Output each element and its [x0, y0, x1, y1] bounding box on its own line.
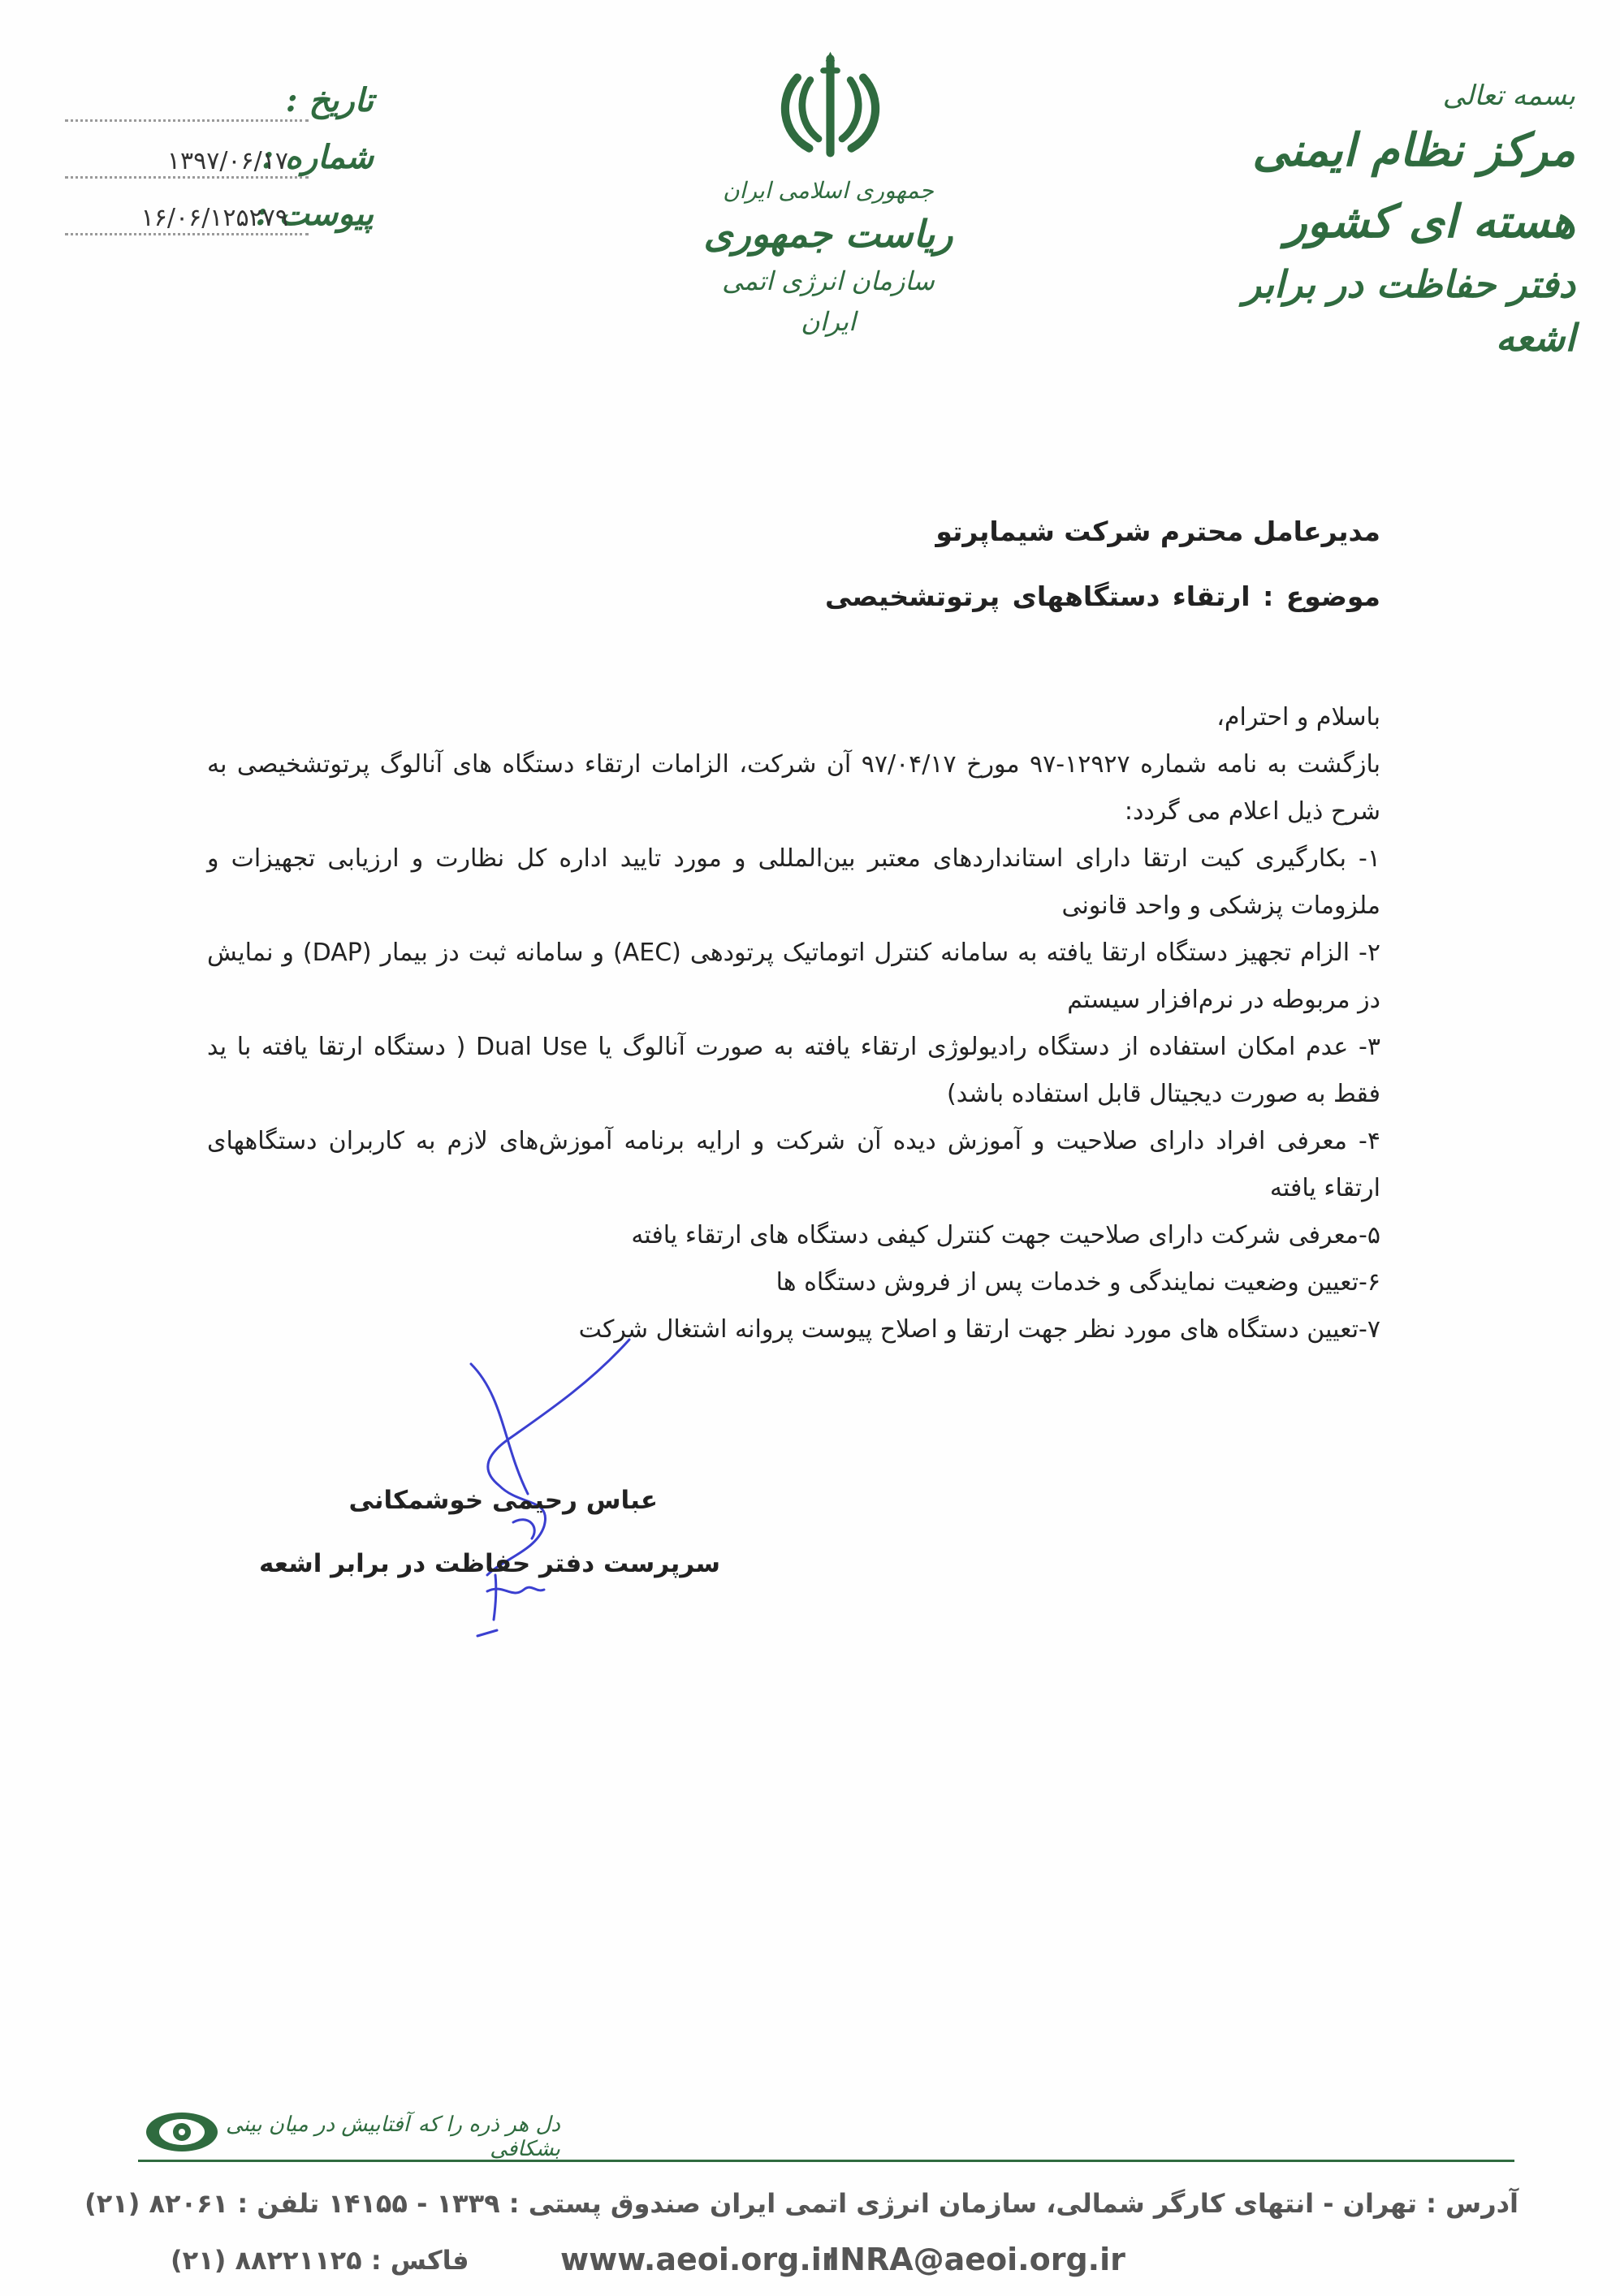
footer-address: آدرس : تهران - انتهای کارگر شمالی، سازمان انرژی اتمی ایران صندوق پستی : ۱۳۳۹ - ۱۴۱۵۵ تلفن : ۸۲۰۶۱ (۲۱) — [84, 2188, 1518, 2219]
republic-name: جمهوری اسلامی ایران — [723, 177, 934, 204]
date-field — [65, 81, 374, 130]
greeting: باسلام و احترام، — [1216, 703, 1380, 732]
list-item: ۷-تعیین دستگاه های مورد نظر جهت ارتقا و اصلاح پیوست پروانه اشتغال شرکت — [578, 1315, 1380, 1344]
list-item: ۶-تعیین وضعیت نمایندگی و خدمات پس از فروش دستگاه ها — [775, 1268, 1380, 1297]
list-item: ۴- معرفی افراد دارای صلاحیت و آموزش دیده آن شرکت و ارایه برنامه آموزش‌های لازم به کاربران دستگاههای ارتقاء یافته — [207, 1127, 1380, 1202]
subject: موضوع : ارتقاء دستگاههای پرتوتشخیصی — [825, 580, 1380, 612]
attachment-field — [65, 195, 374, 244]
recipient: مدیرعامل محترم شرکت شیماپرتو — [935, 516, 1380, 547]
number-dotted-line — [65, 176, 309, 179]
presidency-name: ریاست جمهوری — [703, 212, 953, 256]
attachment-dotted-line — [65, 233, 309, 235]
slogan-part-1: دل هر ذره را که بشکافی — [417, 2113, 560, 2161]
footer-fax: فاکس : ۸۸۲۲۱۱۲۵ (۲۱) — [171, 2245, 469, 2276]
signatory-name: عباس رحیمی خوشمکانی — [348, 1486, 658, 1515]
signatory-title: سرپرست دفتر حفاظت در برابر اشعه — [258, 1549, 720, 1578]
list-item: ۳- عدم امکان استفاده از دستگاه رادیولوژی ارتقاء یافته به صورت آنالوگ یا Dual Use ( دستگاه ارتقا یافته با ید فقط به صورت دیجیتال قابل استفاده باشد) — [207, 1033, 1380, 1108]
office-name: دفتر حفاظت در برابر اشعه — [1242, 262, 1575, 360]
number-field — [65, 138, 374, 187]
number-label: شماره : — [261, 138, 374, 176]
footer-contact-line — [171, 2242, 1470, 2285]
number-value: ۱۳۹۷/۰۶/۱۷ — [166, 147, 288, 175]
list-item: ۵-معرفی شرکت دارای صلاحیت جهت کنترل کیفی دستگاه های ارتقاء یافته — [631, 1221, 1380, 1249]
date-dotted-line — [65, 119, 309, 122]
invocation: بسمه تعالی — [1442, 80, 1575, 112]
letterhead-office-block — [1234, 77, 1575, 365]
footer-website-link[interactable]: www.aeoi.org.ir — [560, 2242, 837, 2277]
intro-paragraph: بازگشت به نامه شماره ۱۲۹۲۷-۹۷ مورخ ۹۷/۰۴/۱۷ آن شرکت، الزامات ارتقاء دستگاه های آنالوگ پرتوتشخیصی به شرح ذیل اعلام می گردد: — [207, 750, 1380, 826]
footer-logo-strip — [138, 2103, 560, 2160]
date-label: تاریخ : — [285, 81, 374, 119]
footer-email-link[interactable]: INRA@aeoi.org.ir — [828, 2242, 1125, 2277]
iran-emblem-icon — [771, 45, 889, 162]
letter-body — [207, 694, 1380, 1353]
letterhead-organization-block — [698, 175, 958, 342]
list-item: ۲- الزام تجهیز دستگاه ارتقا یافته به سامانه کنترل اتوماتیک پرتودهی (AEC) و سامانه ثبت دز بیمار (DAP) و نمایش دز مربوطه در نرم‌افزار سیستم — [207, 939, 1380, 1014]
footer-divider — [138, 2160, 1514, 2162]
attachment-value: ۱۶/۰۶/۱۲۵۲۷۹ — [140, 204, 288, 232]
list-item: ۱- بکارگیری کیت ارتقا دارای استانداردهای معتبر بین‌المللی و مورد تایید اداره کل نظارت و ارزیابی تجهیزات و ملزومات پزشکی و واحد قانونی — [207, 844, 1380, 920]
attachment-label: پیوست : — [255, 195, 374, 233]
center-name: مرکز نظام ایمنی هسته ای کشور — [1252, 123, 1575, 248]
organization-name: سازمان انرژی اتمی ایران — [722, 265, 935, 337]
eye-logo-icon — [145, 2111, 219, 2153]
slogan-part-2: آفتابیش در میان بینی — [226, 2113, 409, 2137]
